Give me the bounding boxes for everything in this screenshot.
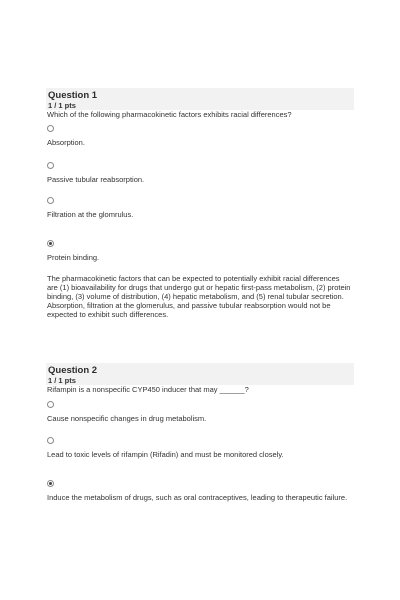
question-prompt: Which of the following pharmacokinetic factors exhibits racial differences?: [47, 110, 292, 119]
radio-button[interactable]: [47, 401, 54, 408]
answer-option[interactable]: [47, 197, 352, 219]
radio-button-checked[interactable]: [47, 240, 54, 247]
answer-option-selected[interactable]: [47, 240, 352, 262]
radio-button-checked[interactable]: [47, 480, 54, 487]
question-prompt: Rifampin is a nonspecific CYP450 inducer that may ______?: [47, 385, 249, 394]
answer-label: Passive tubular reabsorption.: [47, 175, 145, 184]
answer-option[interactable]: [47, 401, 352, 423]
answer-label: Induce the metabolism of drugs, such as oral contraceptives, leading to therapeutic failure.: [47, 493, 348, 502]
answer-option[interactable]: [47, 437, 352, 459]
question-1-header: [46, 88, 354, 110]
question-points: 1 / 1 pts: [48, 101, 76, 110]
radio-button[interactable]: [47, 125, 54, 132]
answer-explanation: The pharmacokinetic factors that can be expected to potentially exhibit racial differences are (1) bioavailability for drugs that undergo gut or hepatic first-pass metabolism, (2) protein binding, (3) volume of distribution, (4) hepatic metabolism, and (5) renal tubular secretion. Absorption, filtration at the glomerulus, and passive tubular reabsorption would not be expected to exhibit such differences.: [47, 274, 351, 319]
answer-option[interactable]: [47, 125, 352, 147]
answer-label: Lead to toxic levels of rifampin (Rifadin) and must be monitored closely.: [47, 450, 284, 459]
answer-option-selected[interactable]: [47, 480, 352, 502]
question-title: Question 1: [48, 90, 98, 101]
answer-option[interactable]: [47, 162, 352, 184]
question-title: Question 2: [48, 365, 98, 376]
radio-button[interactable]: [47, 437, 54, 444]
answer-label: Protein binding.: [47, 253, 100, 262]
answer-label: Filtration at the glomrulus.: [47, 210, 134, 219]
answer-label: Cause nonspecific changes in drug metabolism.: [47, 414, 207, 423]
question-2-header: [46, 363, 354, 385]
radio-button[interactable]: [47, 197, 54, 204]
answer-label: Absorption.: [47, 138, 85, 147]
question-points: 1 / 1 pts: [48, 376, 76, 385]
radio-button[interactable]: [47, 162, 54, 169]
